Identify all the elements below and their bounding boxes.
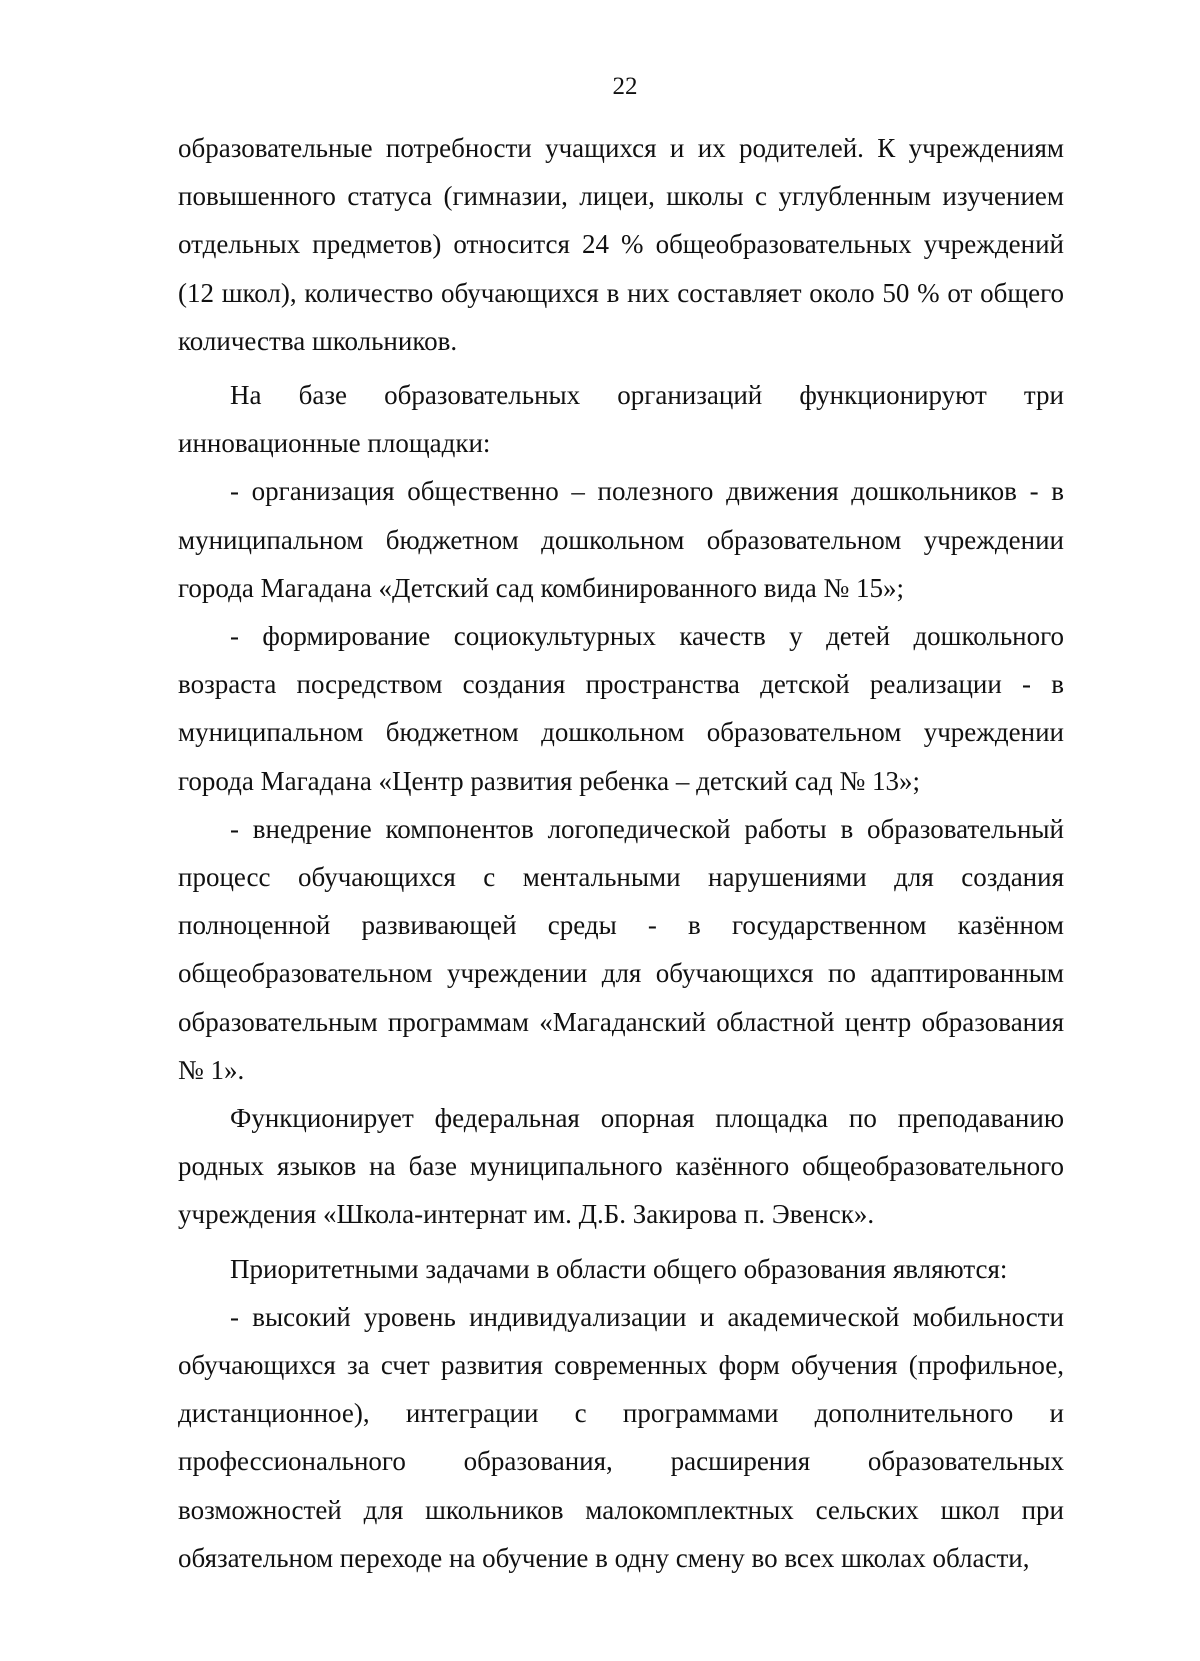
- list-item-individualization: - высокий уровень индивидуализации и академической мобильности обучающихся за счет развития современных форм обучения (профильное, дистанционное), интеграции с программами дополнительного и профессионального образования, расширения образовательных возможностей для школьников малокомплектных сельских школ при обязательном переходе на обучение в одну смену во всех школах области,: [178, 1301, 1064, 1573]
- list-item-kindergarten-15: - организация общественно – полезного движения дошкольников - в муниципальном бюджетном дошкольном образовательном учреждении города Магадана «Детский сад комбинированного вида № 15»;: [178, 476, 1064, 603]
- paragraph-intro-continuation: образовательные потребности учащихся и их родителей. К учреждениям повышенного статуса (гимназии, лицеи, школы с углубленным изучением отдельных предметов) относится 24 % общеобразовательных учреждений (12 школ), количество обучающихся в них составляет около 50 % от общего количества школьников.: [178, 133, 1064, 356]
- paragraph-priority-tasks: Приоритетными задачами в области общего образования являются:: [230, 1253, 1008, 1284]
- list-item-kindergarten-13: - формирование социокультурных качеств у детей дошкольного возраста посредством создания пространства детской реализации - в муниципальном бюджетном дошкольном образовательном учреждении города Магадана «Центр развития ребенка – детский сад № 13»;: [178, 621, 1064, 796]
- page-number: 22: [612, 73, 638, 100]
- document-body: [178, 124, 1064, 1582]
- paragraph-innovation-platforms: На базе образовательных организаций функционируют три инновационные площадки:: [178, 380, 1064, 459]
- list-item-education-center-1: - внедрение компонентов логопедической работы в образовательный процесс обучающихся с ментальными нарушениями для создания полноценной развивающей среды - в государственном казённом общеобразовательном учреждении для обучающихся по адаптированным образовательным программам «Магаданский областной центр образования № 1».: [178, 813, 1064, 1085]
- paragraph-federal-platform: Функционирует федеральная опорная площадка по преподаванию родных языков на базе муниципального казённого общеобразовательного учреждения «Школа-интернат им. Д.Б. Закирова п. Эвенск».: [178, 1103, 1064, 1230]
